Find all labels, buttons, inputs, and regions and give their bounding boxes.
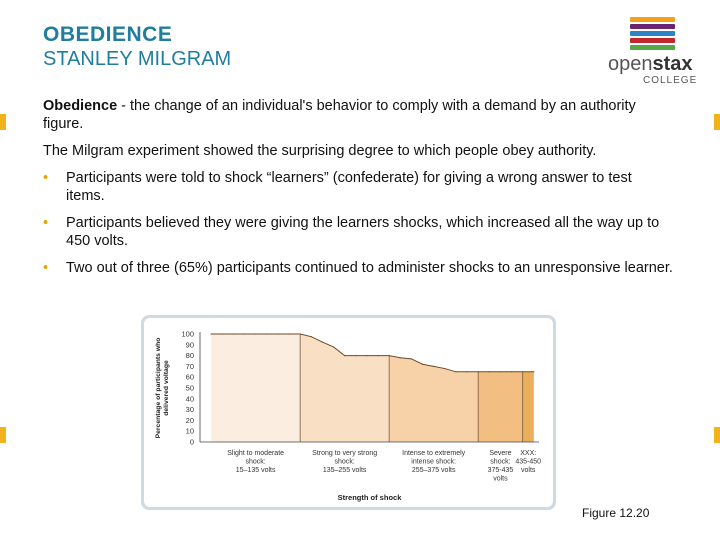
chart-data-point [478, 371, 479, 372]
chart-area-region [478, 372, 523, 442]
chart-y-axis-label: delivered voltage [163, 360, 170, 416]
bullet-text: Participants believed they were giving the learners shocks, which increased all the way up to 450 volts. [66, 215, 660, 249]
chart-y-tick-label: 90 [185, 340, 194, 350]
logo-stripe [630, 38, 675, 43]
chart-data-point [433, 366, 434, 367]
logo-college: COLLEGE [643, 75, 698, 86]
chart-data-point [211, 333, 212, 334]
bullet-text: Participants were told to shock “learners” (confederate) for giving a wrong answer to test items. [66, 170, 632, 204]
chart-area-region [389, 356, 478, 442]
chart-category-label: shock: [245, 458, 266, 466]
bullet-icon: • [43, 215, 49, 231]
chart-y-tick-label: 40 [185, 394, 194, 404]
chart-category-label: 435-450 [515, 458, 542, 466]
logo-word-stax: stax [652, 53, 693, 75]
chart-data-point [422, 364, 423, 365]
chart-y-tick-label: 20 [185, 415, 194, 425]
chart-category-label: 375-435 [487, 467, 514, 474]
chart-data-point [377, 355, 378, 356]
chart-data-point [389, 355, 390, 356]
chart-y-tick-label: 30 [185, 405, 194, 415]
chart-data-point [400, 357, 401, 358]
chart-data-point [522, 371, 523, 372]
chart-data-point [300, 333, 301, 334]
chart-data-point [489, 371, 490, 372]
logo-stripe [630, 24, 675, 29]
chart-data-point [511, 371, 512, 372]
chart-category-label: Slight to moderate [227, 450, 285, 457]
slide-subtitle: STANLEY MILGRAM [43, 48, 232, 71]
chart-area-region [300, 334, 389, 442]
chart-category-label: intense shock: [411, 458, 457, 466]
chart-area-region [523, 372, 534, 442]
milgram-chart-figure [141, 315, 556, 510]
chart-data-point [244, 333, 245, 334]
slide-title: OBEDIENCE [43, 23, 173, 46]
chart-y-tick-label: 0 [189, 437, 194, 447]
chart-data-point [533, 371, 534, 372]
chart-data-point [355, 355, 356, 356]
chart-category-label: shock: [490, 458, 511, 466]
chart-data-point [455, 371, 456, 372]
accent-band-left-top [0, 114, 6, 130]
chart-y-tick-label: 60 [185, 372, 194, 382]
accent-band-left-bottom [0, 427, 6, 443]
definition-text: - the change of an individual's behavior to comply with a demand by an authority figure. [43, 98, 636, 132]
logo-stripe [630, 45, 675, 50]
chart-y-tick-label: 70 [185, 361, 194, 371]
logo-wordmark [608, 53, 693, 76]
chart-area-region [211, 334, 300, 442]
milgram-chart [144, 318, 553, 507]
chart-y-tick-label: 100 [181, 329, 194, 339]
chart-data-point [333, 346, 334, 347]
chart-category-label: shock: [334, 458, 355, 466]
logo-stripe [630, 17, 675, 22]
chart-data-point [277, 333, 278, 334]
logo-stripe [630, 31, 675, 36]
chart-y-tick-label: 10 [185, 426, 194, 436]
slide-title-block [43, 22, 231, 71]
chart-data-point [322, 342, 323, 343]
chart-data-point [288, 333, 289, 334]
chart-y-tick-label: 50 [185, 383, 194, 393]
chart-data-point [344, 355, 345, 356]
chart-category-label: 135–255 volts [322, 467, 367, 474]
chart-x-axis-label: Strength of shock [337, 493, 402, 502]
definition [43, 97, 673, 133]
bullet-text: Two out of three (65%) participants continued to administer shocks to an unresponsive learner. [66, 260, 673, 276]
bullet-icon: • [43, 170, 49, 186]
figure-caption: Figure 12.20 [582, 506, 650, 520]
accent-band-right-top [714, 114, 720, 130]
chart-data-point [222, 333, 223, 334]
chart-panel [144, 318, 553, 507]
bullet-icon: • [43, 260, 49, 276]
logo-word-open: open [608, 53, 653, 75]
chart-data-point [411, 358, 412, 359]
chart-category-label: Strong to very strong [312, 450, 378, 457]
chart-data-point [311, 336, 312, 337]
chart-category-label: Intense to extremely [402, 450, 466, 457]
chart-y-tick-label: 80 [185, 351, 194, 361]
chart-data-point [233, 333, 234, 334]
chart-category-label: Severe [489, 450, 512, 457]
chart-data-point [366, 355, 367, 356]
chart-data-point [500, 371, 501, 372]
chart-data-point [255, 333, 256, 334]
chart-category-label: XXX: [520, 450, 537, 457]
chart-data-point [266, 333, 267, 334]
bullet-item [43, 214, 673, 250]
chart-y-axis-label: Percentage of participants who [155, 337, 162, 439]
definition-term: Obedience [43, 98, 118, 114]
logo-stripes [630, 17, 675, 52]
intro-text: The Milgram experiment showed the surprising degree to which people obey authority. [43, 143, 597, 159]
slide-body [43, 97, 673, 286]
accent-band-right-bottom [714, 427, 720, 443]
bullet-item [43, 169, 673, 205]
chart-data-point [444, 368, 445, 369]
chart-category-label: volts [521, 467, 536, 474]
chart-category-label: 15–135 volts [235, 467, 276, 474]
chart-data-point [466, 371, 467, 372]
chart-category-label: 255–375 volts [411, 467, 456, 474]
chart-category-label: volts [493, 475, 508, 483]
bullet-item [43, 259, 673, 277]
